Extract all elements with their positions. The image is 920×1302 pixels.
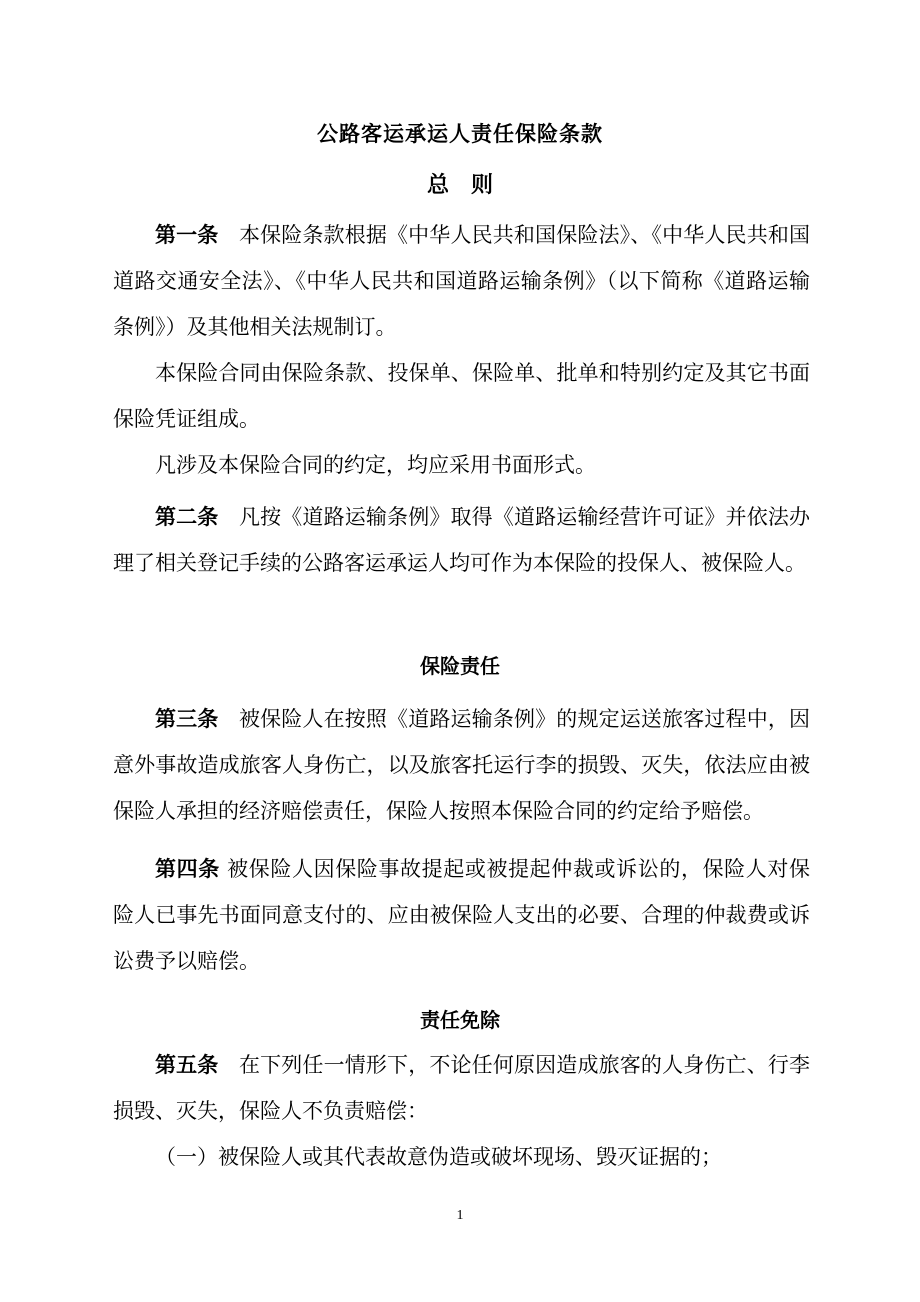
article-2-text: 凡按《道路运输条例》取得《道路运输经营许可证》并依法办理了相关登记手续的公路客运承运人均可作为本保险的投保人、被保险人。 bbox=[113, 505, 811, 575]
article-2 bbox=[113, 494, 810, 586]
section-heading-exclusions: 责任免除 bbox=[420, 1008, 500, 1032]
article-3-text: 被保险人在按照《道路运输条例》的规定运送旅客过程中，因意外事故造成旅客人身伤亡，以及旅客托运行李的损毁、灭失，依法应由被保险人承担的经济赔偿责任，保险人按照本保险合同的约定给予赔偿。 bbox=[113, 707, 811, 823]
article-3 bbox=[113, 696, 810, 834]
article-4 bbox=[113, 846, 810, 984]
article-4-label: 第四条 bbox=[155, 857, 220, 881]
section-heading-liability: 保险责任 bbox=[420, 654, 500, 678]
page-number: 1 bbox=[456, 1208, 464, 1223]
article-1-paragraph-3: 凡涉及本保险合同的约定，均应采用书面形式。 bbox=[155, 453, 596, 477]
article-4-text: 被保险人因保险事故提起或被提起仲裁或诉讼的，保险人对保险人已事先书面同意支付的、应由被保险人支出的必要、合理的仲裁费或诉讼费予以赔偿。 bbox=[113, 857, 811, 973]
article-2-label: 第二条 bbox=[155, 505, 219, 529]
section-heading-general: 总则 bbox=[426, 173, 515, 198]
article-5-label: 第五条 bbox=[155, 1053, 219, 1077]
article-1-label: 第一条 bbox=[155, 223, 219, 247]
article-5 bbox=[113, 1042, 810, 1134]
article-5-item-1: （一）被保险人或其代表故意伪造或破坏现场、毁灭证据的； bbox=[155, 1145, 722, 1169]
article-5-text: 在下列任一情形下，不论任何原因造成旅客的人身伤亡、行李损毁、灭失，保险人不负责赔偿： bbox=[113, 1053, 811, 1123]
article-1 bbox=[113, 212, 810, 350]
document-title: 公路客运承运人责任保险条款 bbox=[317, 122, 603, 146]
article-1-text: 本保险条款根据《中华人民共和国保险法》、《中华人民共和国道路交通安全法》、《中华人民共和国道路运输条例》（以下简称《道路运输条例》）及其他相关法规制订。 bbox=[113, 223, 811, 339]
article-1-paragraph-2: 本保险合同由保险条款、投保单、保险单、批单和特别约定及其它书面保险凭证组成。 bbox=[113, 361, 810, 431]
article-3-label: 第三条 bbox=[155, 707, 219, 731]
